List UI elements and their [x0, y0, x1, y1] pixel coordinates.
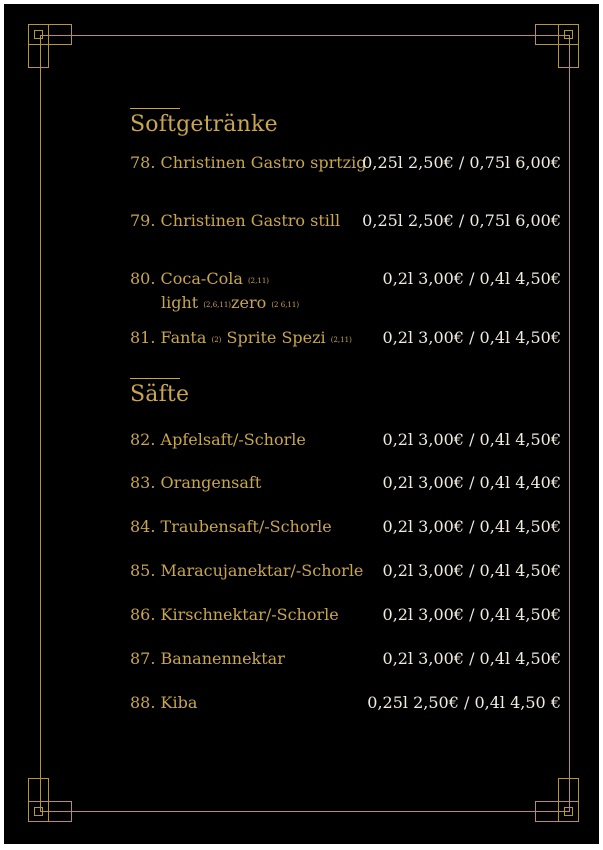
menu-item-price: 0,2l 3,00€ / 0,4l 4,50€ [382, 561, 561, 580]
menu-item-name: 80. Coca-Cola (2,11) [130, 269, 270, 288]
menu-item-price: 0,2l 3,00€ / 0,4l 4,50€ [382, 430, 561, 449]
menu-item-price: 0,2l 3,00€ / 0,4l 4,50€ [382, 517, 561, 536]
corner-ornament-bottom-left [28, 778, 72, 822]
menu-item-price: 0,2l 3,00€ / 0,4l 4,40€ [382, 473, 561, 492]
menu-card [4, 4, 599, 844]
section-title: Softgetränke [130, 112, 278, 137]
menu-item-name: 86. Kirschnektar/-Schorle [130, 605, 339, 624]
menu-item-name: 82. Apfelsaft/-Schorle [130, 430, 306, 449]
corner-ornament-bottom-right [535, 778, 579, 822]
menu-item-variants: light (2,6,11)zero (2 6,11) [161, 293, 300, 312]
menu-item-name: 83. Orangensaft [130, 473, 262, 492]
menu-item-price: 0,2l 3,00€ / 0,4l 4,50€ [382, 649, 561, 668]
menu-item-name: 87. Bananennektar [130, 649, 285, 668]
menu-item-price: 0,2l 3,00€ / 0,4l 4,50€ [382, 269, 561, 288]
menu-item-name: 85. Maracujanektar/-Schorle [130, 561, 364, 580]
menu-item-price: 0,25l 2,50€ / 0,75l 6,00€ [362, 153, 561, 172]
corner-ornament-top-left [28, 24, 72, 68]
section-title: Säfte [130, 382, 190, 407]
section-rule [130, 378, 180, 379]
corner-ornament-top-right [535, 24, 579, 68]
menu-item-price: 0,2l 3,00€ / 0,4l 4,50€ [382, 605, 561, 624]
menu-item-name: 81. Fanta (2) Sprite Spezi (2,11) [130, 328, 352, 347]
menu-item-price: 0,25l 2,50€ / 0,4l 4,50 € [367, 693, 561, 712]
menu-item-price: 0,25l 2,50€ / 0,75l 6,00€ [362, 211, 561, 230]
menu-item-price: 0,2l 3,00€ / 0,4l 4,50€ [382, 328, 561, 347]
menu-item-name: 88. Kiba [130, 693, 198, 712]
menu-item-name: 78. Christinen Gastro sprtzig [130, 153, 367, 172]
menu-item-name: 84. Traubensaft/-Schorle [130, 517, 332, 536]
section-rule [130, 108, 180, 109]
menu-item-name: 79. Christinen Gastro still [130, 211, 341, 230]
